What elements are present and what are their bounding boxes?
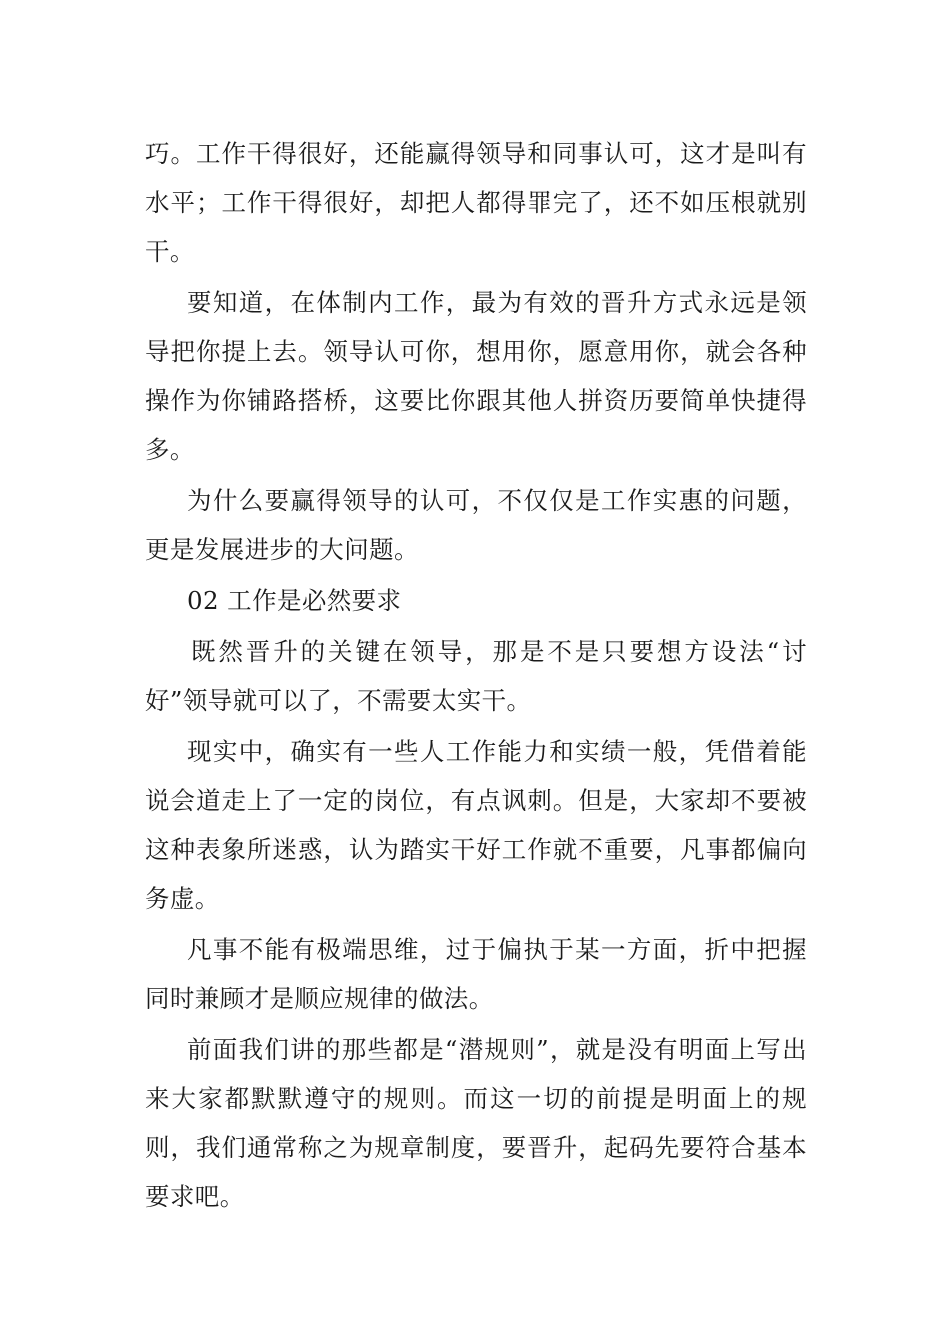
document-body	[145, 129, 807, 1223]
paragraph: 要知道，在体制内工作，最为有效的晋升方式永远是领导把你提上去。领导认可你，想用你，愿意用你，就会各种操作为你铺路搭桥，这要比你跟其他人拼资历要简单快捷得多。	[145, 288, 807, 464]
section-heading: 02 工作是必然要求	[187, 586, 402, 615]
paragraph: 既然晋升的关键在领导，那是不是只要想方设法“讨好”领导就可以了，不需要太实干。	[145, 637, 807, 715]
paragraph-continuation: 巧。工作干得很好，还能赢得领导和同事认可，这才是叫有水平；工作干得很好，却把人都得罪完了，还不如压根就别干。	[145, 139, 807, 266]
paragraph: 现实中，确实有一些人工作能力和实绩一般，凭借着能说会道走上了一定的岗位，有点讽刺。但是，大家却不要被这种表象所迷惑，认为踏实干好工作就不重要，凡事都偏向务虚。	[145, 737, 807, 913]
paragraph: 前面我们讲的那些都是“潜规则”，就是没有明面上写出来大家都默默遵守的规则。而这一切的前提是明面上的规则，我们通常称之为规章制度，要晋升，起码先要符合基本要求吧。	[145, 1035, 807, 1211]
paragraph: 为什么要赢得领导的认可，不仅仅是工作实惠的问题，更是发展进步的大问题。	[145, 486, 807, 564]
paragraph: 凡事不能有极端思维，过于偏执于某一方面，折中把握同时兼顾才是顺应规律的做法。	[145, 935, 807, 1013]
